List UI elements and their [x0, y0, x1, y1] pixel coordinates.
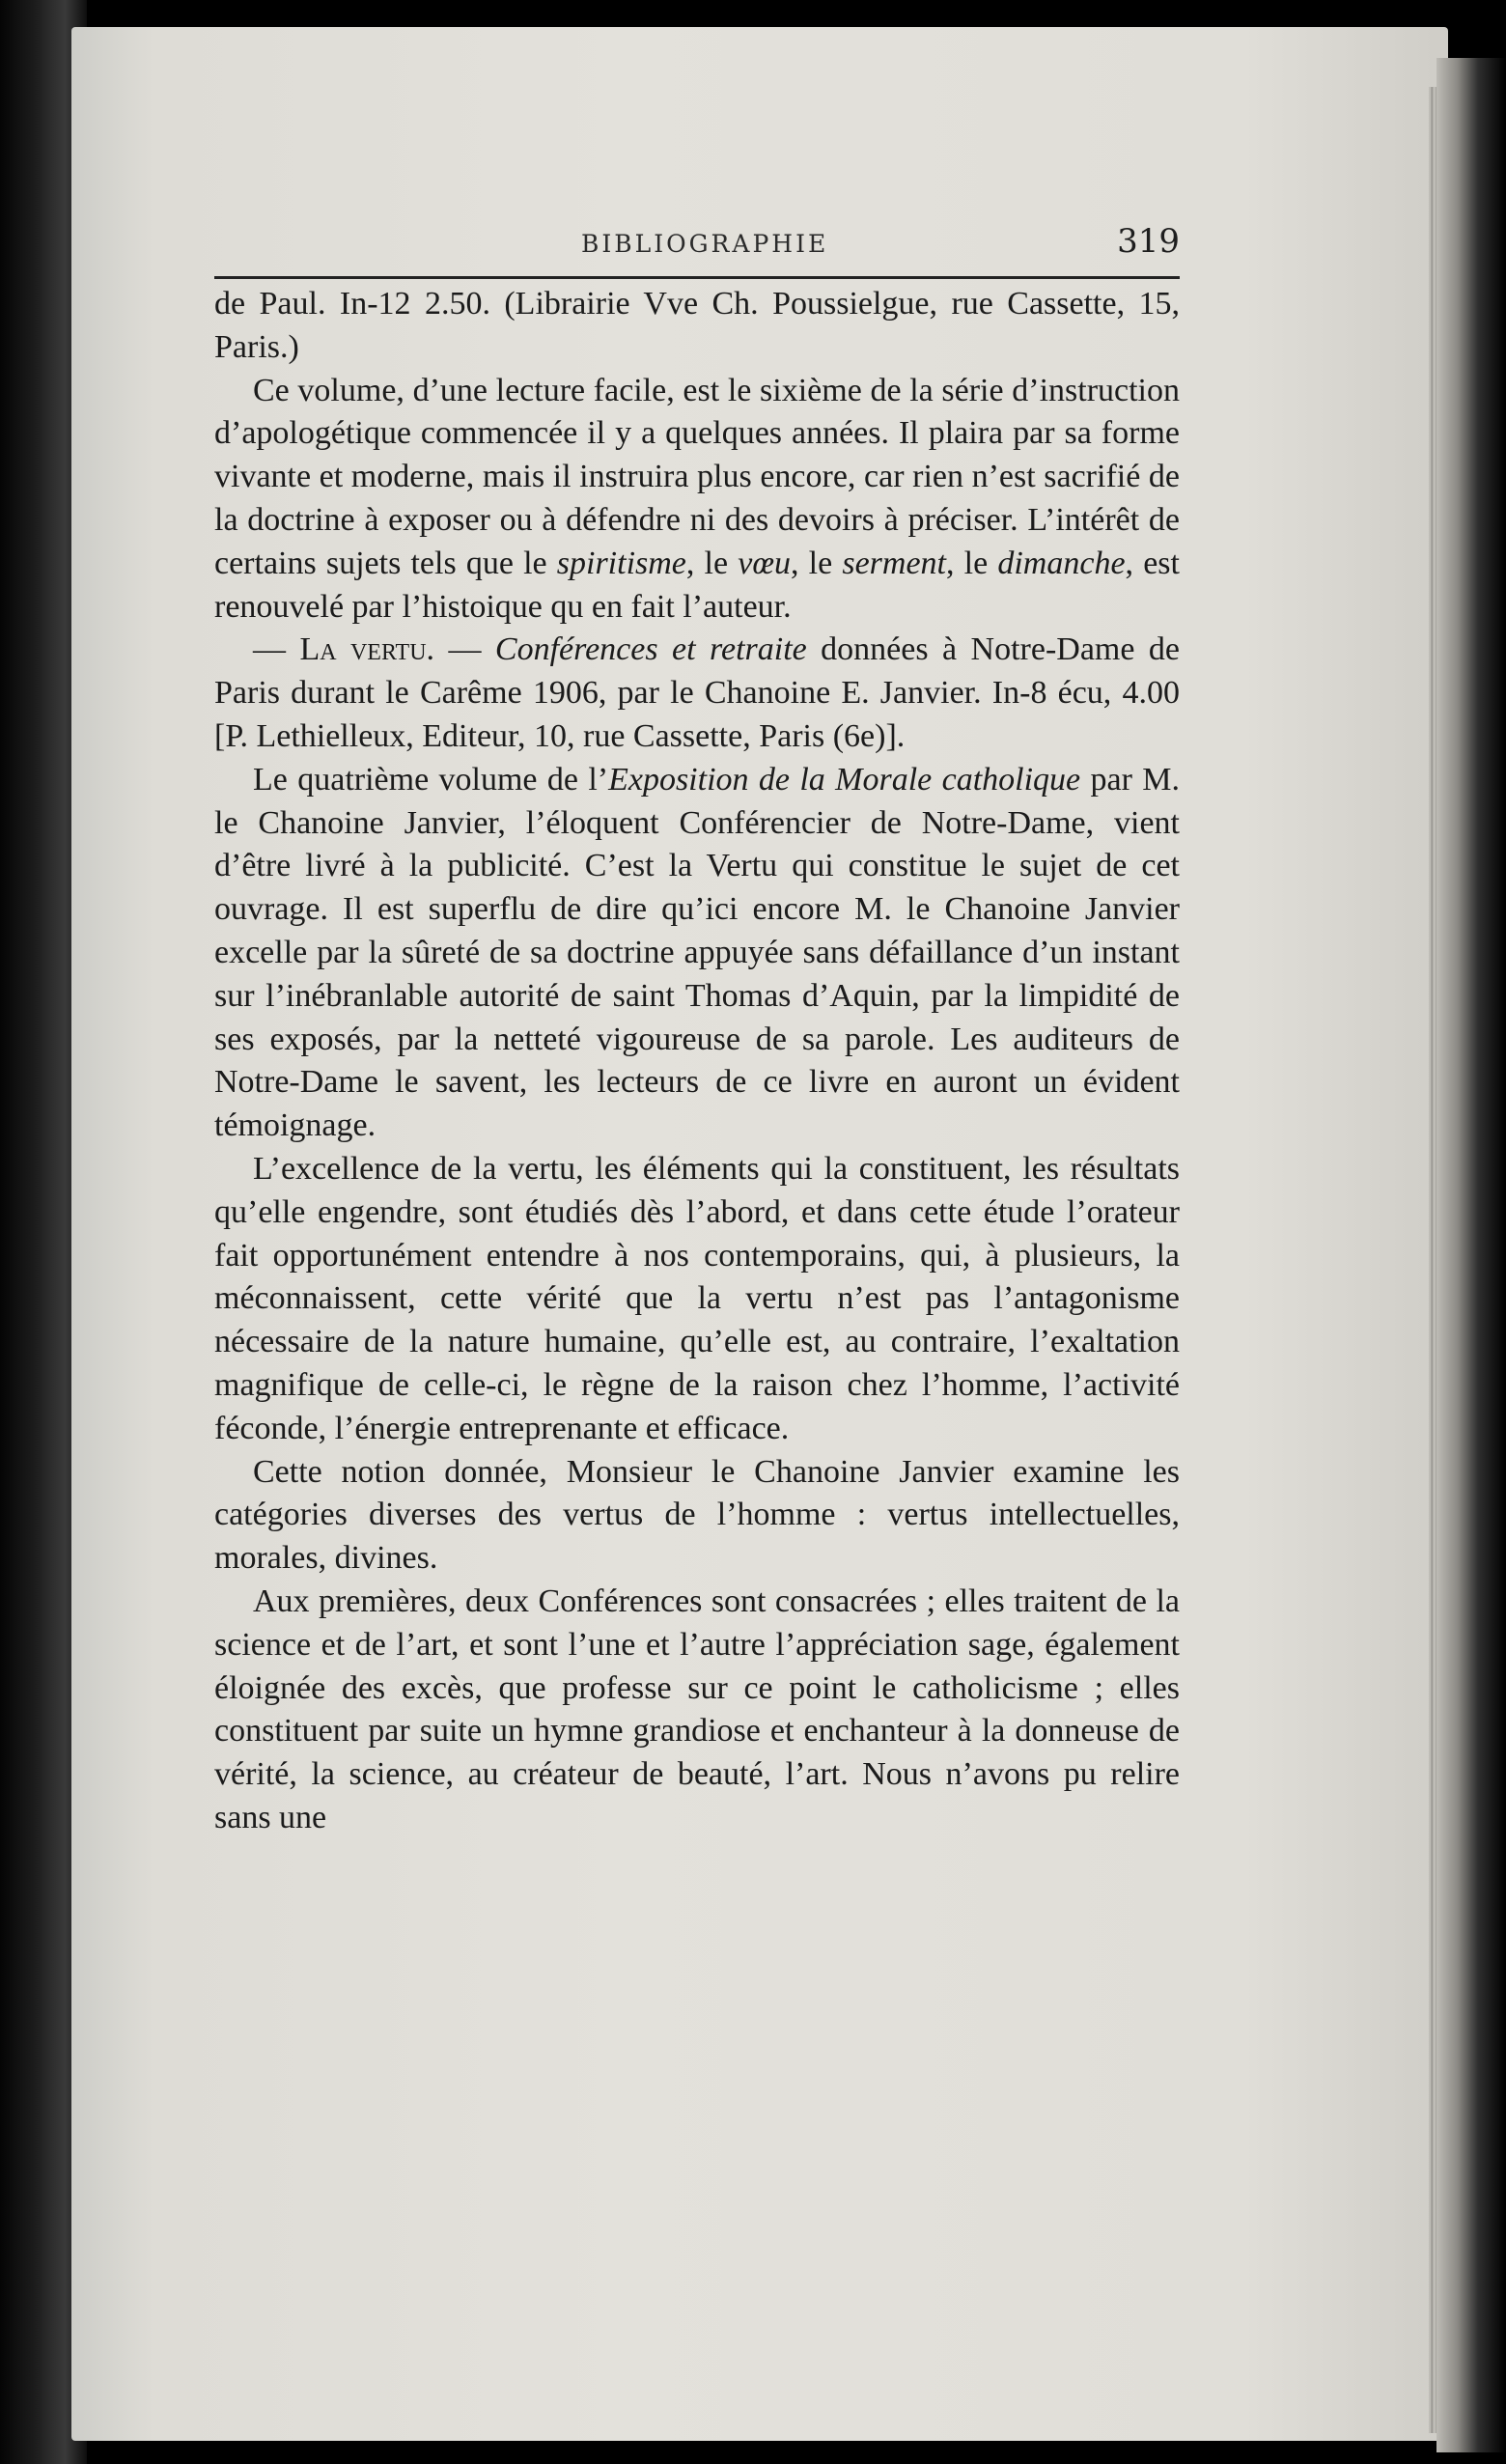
paragraph-5 — [214, 1148, 1180, 1451]
p2-italic-serment: serment — [842, 545, 947, 581]
p4-text-b: par M. le Chanoine Janvier, l’éloquent Conférencier de Notre-Dame, vient d’être livré à la publicité. C’est la Vertu qui constitue le sujet de cet ouvrage. Il est superflu de dire qu’ici encore M. le Chanoine Janvier excelle par la sûreté de sa doctrine appuyée sans défaillance d’un instant sur l’inébranlable autorité de saint Thomas d’Aquin, par la limpidité de ses exposés, par la netteté vigoureuse de sa parole. Les auditeurs de Notre-Dame le savent, les lecteurs de ce livre en auront un évident témoignage. — [214, 761, 1180, 1144]
header-rule — [214, 276, 1180, 279]
paragraph-7 — [214, 1581, 1180, 1840]
p2-text-a: Ce volume, d’une lecture facile, est le sixième de la série d’instruction d’apologétique commencée il y a quelques années. Il plaira par sa forme vivante et moderne, mais il instruira plus encore, car rien n’est sacrifié de la doctrine à exposer ou à défendre ni des devoirs à préciser. L’intérêt de certains sujets tels que le — [214, 372, 1180, 581]
page-gutter-shadow — [1436, 58, 1506, 2452]
paragraph-1 — [214, 283, 1180, 370]
p4-italic-title: Exposition de la Morale catholique — [608, 761, 1081, 798]
page-header — [214, 220, 1180, 268]
p3-dash-1: — — [253, 631, 300, 668]
p3-text-a: données à Notre-Dame de Paris durant le Carême 1906, par le Chanoine E. Janvier. In-8 écu, 4.00 [P. Lethielleux, Editeur, 10, rue Cassette, Paris (6e)]. — [214, 631, 1180, 754]
p2-text-b: , le — [685, 545, 739, 581]
p2-text-c: , le — [791, 545, 843, 581]
paragraph-6 — [214, 1451, 1180, 1581]
paragraph-7-text: Aux premières, deux Conférences sont consacrées ; elles traitent de la science et de l’art, et sont l’une et l’autre l’appréciation sage, également éloignée des excès, que professe sur ce point le catholicisme ; elles constituent par suite un hymne grandiose et enchanteur à la donneuse de vérité, la science, au créateur de beauté, l’art. Nous n’avons pu relire sans une — [214, 1582, 1180, 1835]
paragraph-2 — [214, 370, 1180, 630]
p3-heading-la-vertu: La vertu — [299, 631, 427, 668]
p3-italic-title: Conférences et retraite — [494, 631, 807, 668]
p2-text-d: , le — [946, 545, 998, 581]
p2-italic-spiritisme: spiritisme — [556, 545, 686, 581]
paragraph-6-text: Cette notion donnée, Monsieur le Chanoine Janvier examine les catégories diverses des vertus de l’homme : vertus intellectuelles, morales, divines. — [214, 1453, 1180, 1577]
paragraph-5-text: L’excellence de la vertu, les éléments qui la constituent, les résultats qu’elle engendre, sont étudiés dès l’abord, et dans cette étude l’orateur fait opportunément entendre à nos contemporains, qui, à plusieurs, la méconnaissent, cette vérité que la vertu n’est pas l’antagonisme nécessaire de la nature humaine, qu’elle est, au contraire, l’exaltation magnifique de celle-ci, le règne de la raison chez l’homme, l’activité féconde, l’énergie entreprenante et efficace. — [214, 1150, 1180, 1446]
paragraph-4 — [214, 759, 1180, 1148]
p4-text-a: Le quatrième volume de l’ — [253, 761, 609, 798]
paragraph-3 — [214, 629, 1180, 758]
p2-italic-voeu: vœu — [738, 545, 792, 581]
page-number: 319 — [1117, 222, 1180, 261]
paragraph-1-text: de Paul. In-12 2.50. (Librairie Vve Ch. Poussielgue, rue Cassette, 15, Paris.) — [214, 286, 1180, 365]
p3-dash-2: . — — [426, 631, 495, 668]
body-text — [214, 283, 1180, 1840]
p2-text-e: , est renouvelé par l’histoique qu en fait l’auteur. — [214, 545, 1180, 625]
p2-italic-dimanche: dimanche — [997, 545, 1126, 581]
running-head: BIBLIOGRAPHIE — [581, 230, 829, 258]
